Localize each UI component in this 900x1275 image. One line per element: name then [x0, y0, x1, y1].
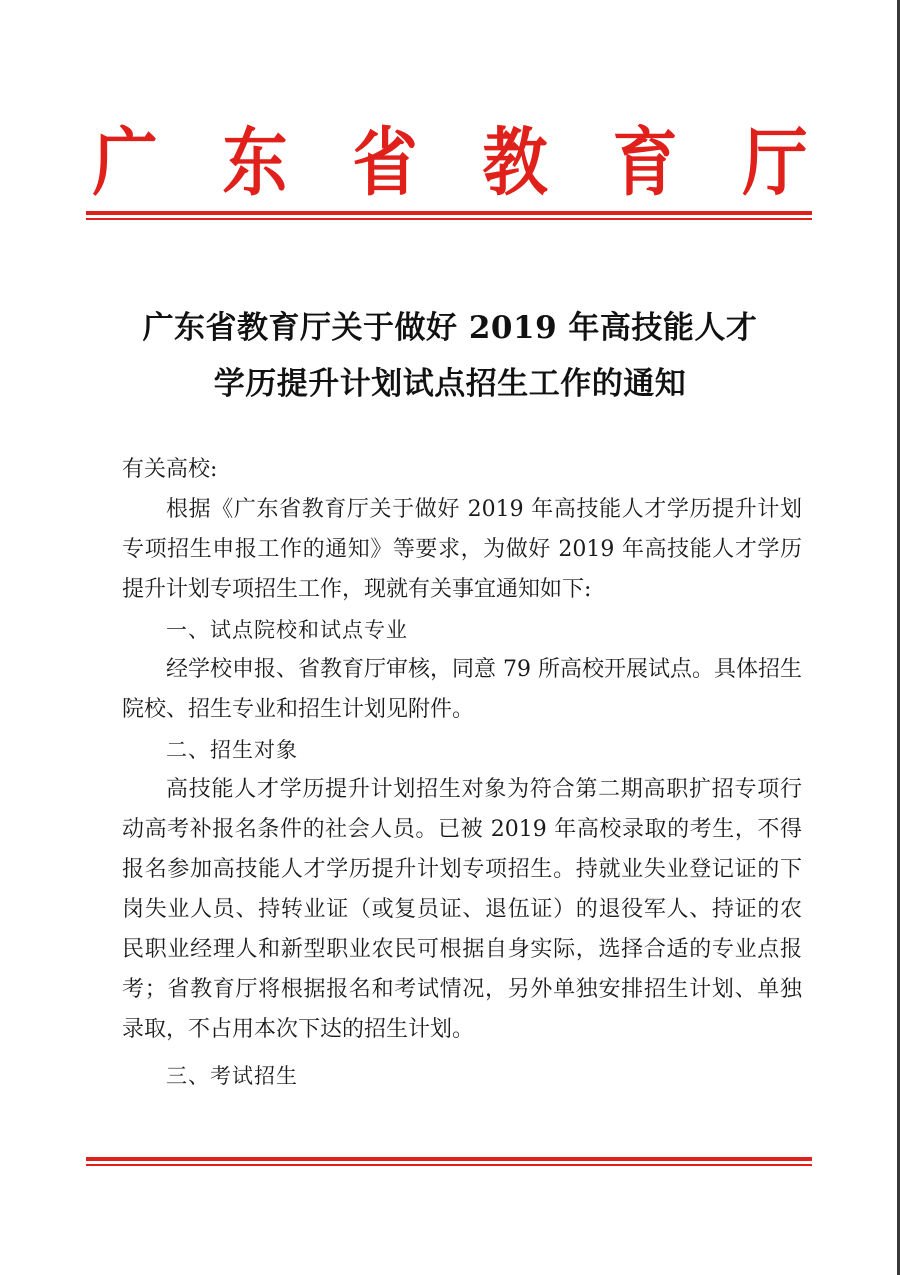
letterhead-char: 教 [482, 120, 548, 206]
title-line-2: 学历提升计划试点招生工作的通知 [213, 366, 687, 402]
title-line-1: 广东省教育厅关于做好 2019 年高技能人才 [142, 310, 758, 346]
letterhead-char: 广 [92, 120, 158, 206]
section-heading-3: 三、考试招生 [166, 1064, 298, 1088]
letterhead-agency-name [88, 118, 812, 208]
section-heading-2: 二、招生对象 [166, 738, 298, 762]
letterhead-char: 育 [612, 120, 678, 206]
intro-paragraph: 根据《广东省教育厅关于做好 2019 年高技能人才学历提升计划专项招生申报工作的通知》等要求，为做好 2019 年高技能人才学历提升计划专项招生工作，现就有关事宜通知如下: [122, 497, 802, 602]
letterhead-red-rule [86, 211, 812, 220]
letterhead-char: 东 [222, 120, 288, 206]
document-body [122, 450, 802, 1096]
section-heading-1: 一、试点院校和试点专业 [166, 618, 408, 642]
section-paragraph-1: 经学校申报、省教育厅审核，同意 79 所高校开展试点。具体招生院校、招生专业和招生计划见附件。 [122, 657, 802, 722]
section-paragraph-2: 高技能人才学历提升计划招生对象为符合第二期高职扩招专项行动高考补报名条件的社会人员。已被 2019 年高校录取的考生，不得报名参加高技能人才学历提升计划专项招生。持就业失业登记证的下岗失业人员、持转业证（或复员证、退伍证）的退役军人、持证的农民职业经理人和新型职业农民可根据自身实际，选择合适的专业点报考；省教育厅将根据报名和考试情况，另外单独安排招生计划、单独录取，不占用本次下达的招生计划。 [122, 777, 802, 1042]
salutation: 有关高校: [122, 457, 218, 482]
letterhead-char: 省 [352, 120, 418, 206]
footer-red-rule [86, 1157, 812, 1166]
letterhead-char: 厅 [742, 120, 808, 206]
document-title [100, 300, 800, 412]
